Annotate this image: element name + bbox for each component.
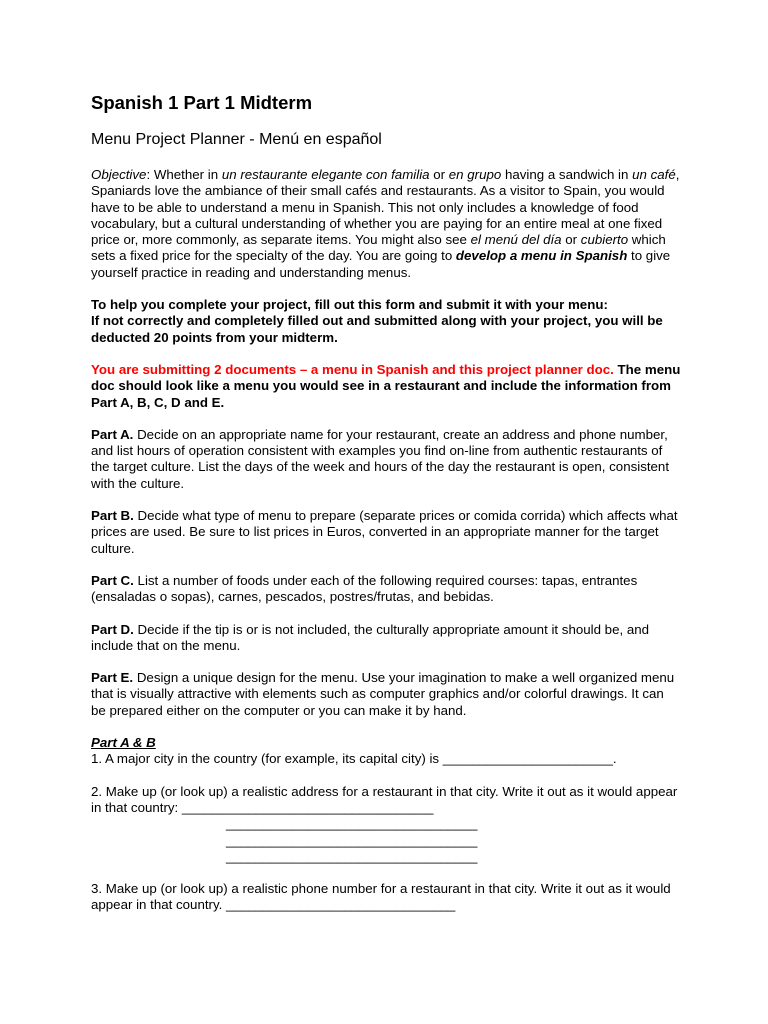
- part-label: Part A.: [91, 426, 134, 442]
- instructions-paragraph: [91, 297, 681, 346]
- part-e-paragraph: [91, 670, 681, 719]
- part-c-paragraph: [91, 573, 681, 606]
- instructions-line: If not correctly and completely filled out and submitted along with your project, you will be deducted 20 points from your midterm.: [91, 313, 663, 345]
- question-1: 1. A major city in the country (for example, its capital city) is _______________________.: [91, 751, 617, 767]
- submitting-warning: You are submitting 2 documents – a menu in Spanish and this project planner doc.: [91, 361, 614, 377]
- part-d-paragraph: [91, 622, 681, 655]
- objective-text: , Spaniards love the ambiance of their small cafés and restaurants. As a visitor to Spain, you would have to be able to understand a menu in Spanish. This not only includes a knowledge of food vocabulary, but a cultural understanding of whether you are paying for an entire meal at one fixed price or, more commonly, as separate items. You might also see: [91, 167, 680, 248]
- objective-italic: un café: [632, 167, 676, 182]
- document-page: [91, 92, 681, 930]
- part-text: Design a unique design for the menu. Use your imagination to make a well organized menu that is visually attractive with elements such as computer graphics and/or colorful drawings. It can be prepared either on the computer or you can make it by hand.: [91, 670, 675, 718]
- objective-text: : Whether in: [146, 167, 222, 182]
- objective-text: which sets a fixed price for the specialty of the day. You are going to: [91, 232, 666, 264]
- part-text: Decide if the tip is or is not included, the culturally appropriate amount it should be, and include that on the menu.: [91, 621, 650, 653]
- part-text: Decide on an appropriate name for your restaurant, create an address and phone number, and list hours of operation consistent with examples you find on-line from authentic restaurants of the target culture. List the days of the week and hours of the day the restaurant is open, consistent with the culture.: [91, 426, 670, 491]
- objective-italic: cubierto: [580, 232, 629, 248]
- instructions-line: To help you complete your project, fill out this form and submit it with your menu:: [91, 297, 608, 313]
- part-text: List a number of foods under each of the following required courses: tapas, entrantes (ensaladas o sopas), carnes, pescados, postres/frutas, and bebidas.: [91, 572, 638, 605]
- question-2: [91, 784, 681, 865]
- objective-paragraph: [91, 167, 681, 281]
- objective-emphasis: develop a menu in Spanish: [455, 248, 628, 264]
- objective-text: or: [429, 167, 449, 182]
- part-a-paragraph: [91, 427, 681, 492]
- part-b-paragraph: [91, 508, 681, 557]
- objective-text: having a sandwich in: [501, 167, 633, 182]
- submitting-paragraph: [91, 362, 681, 411]
- submitting-text: The menu doc should look like a menu you would see in a restaurant and include the information from Part A, B, C, D and E.: [91, 361, 681, 410]
- part-label: Part D.: [91, 621, 134, 637]
- objective-text: or: [561, 232, 581, 248]
- objective-italic: el menú del día: [470, 232, 562, 248]
- address-blank-line[interactable]: __________________________________: [181, 799, 434, 815]
- objective-text: to give yourself practice in reading and understanding menus.: [91, 248, 671, 280]
- objective-italic: un restaurante elegante con familia: [221, 167, 430, 182]
- address-blank-line[interactable]: __________________________________: [226, 832, 478, 848]
- question-2-text: 2. Make up (or look up) a realistic address for a restaurant in that city. Write it out as it would appear in that country:: [91, 783, 678, 815]
- address-blank-line[interactable]: __________________________________: [226, 816, 478, 832]
- section-heading: Part A & B: [91, 735, 156, 751]
- question-3: 3. Make up (or look up) a realistic phone number for a restaurant in that city. Write it out as it would appear in that country. _______________________________: [91, 881, 671, 913]
- page-subtitle: Menu Project Planner - Menú en español: [91, 131, 382, 148]
- part-label: Part C.: [91, 572, 134, 588]
- part-label: Part B.: [91, 508, 134, 524]
- address-blank-line[interactable]: __________________________________: [226, 848, 478, 864]
- objective-italic: en grupo: [448, 167, 502, 182]
- objective-label: Objective: [91, 167, 147, 182]
- page-title: Spanish 1 Part 1 Midterm: [91, 92, 313, 113]
- part-text: Decide what type of menu to prepare (separate prices or comida corrida) which affects what prices are used. Be sure to list prices in Euros, converted in an appropriate manner for the target culture.: [91, 508, 678, 556]
- part-label: Part E.: [91, 670, 134, 686]
